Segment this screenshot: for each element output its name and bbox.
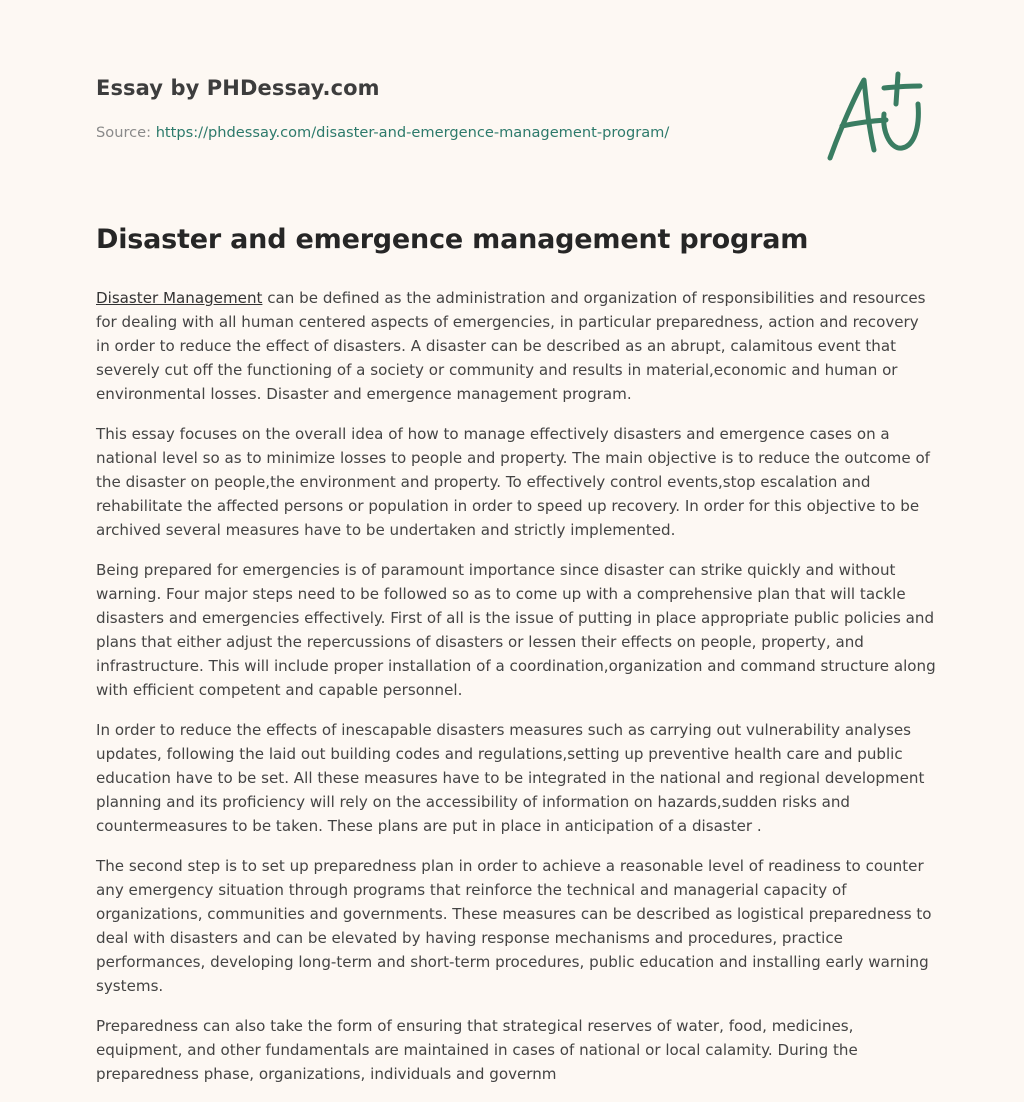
a-plus-logo-icon (822, 68, 926, 164)
article-body (96, 286, 936, 1102)
paragraph-6: Preparedness can also take the form of ensuring that strategical reserves of water, food, medicines, equipment, and other fundamentals are maintained in cases of national or local calamity. During the preparedness phase, organizations, individuals and governm (96, 1017, 858, 1083)
source-link[interactable]: https://phdessay.com/disaster-and-emergence-management-program/ (155, 124, 670, 141)
source-line (96, 124, 669, 141)
article-title: Disaster and emergence management program (96, 224, 809, 255)
site-brand: Essay by PHDessay.com (96, 76, 380, 100)
paragraph-2: This essay focuses on the overall idea of how to manage effectively disasters and emergence cases on a national level so as to minimize losses to people and property. The main objective is to reduce the outcome of the disaster on people,the environment and property. To effectively control events,stop escalation and rehabilitate the affected persons or population in order to speed up recovery. In order for this objective to be archived several measures have to be undertaken and strictly implemented. (96, 425, 930, 539)
paragraph-1-text: can be defined as the administration and organization of responsibilities and resources for dealing with all human centered aspects of emergencies, in particular preparedness, action and recovery in order to reduce the effect of disasters. A disaster can be described as an abrupt, calamitous event that severely cut off the functioning of a society or community and results in material,economic and human or environmental losses. Disaster and emergence management program. (96, 289, 926, 403)
paragraph-5: The second step is to set up preparedness plan in order to achieve a reasonable level of readiness to counter any emergency situation through programs that reinforce the technical and managerial capacity of organizations, communities and governments. These measures can be described as logistical preparedness to deal with disasters and can be elevated by having response mechanisms and procedures, practice performances, developing long-term and short-term procedures, public education and installing early warning systems. (96, 857, 932, 995)
paragraph-1 (96, 286, 936, 406)
paragraph-3: Being prepared for emergencies is of paramount importance since disaster can strike quickly and without warning. Four major steps need to be followed so as to come up with a comprehensive plan that will tackle disasters and emergencies effectively. First of all is the issue of putting in place appropriate public policies and plans that either adjust the repercussions of disasters or lessen their effects on people, property, and infrastructure. This will include proper installation of a coordination,organization and command structure along with efficient competent and capable personnel. (96, 561, 936, 699)
disaster-management-link[interactable]: Disaster Management (96, 289, 263, 307)
paragraph-4: In order to reduce the effects of inescapable disasters measures such as carrying out vulnerability analyses updates, following the laid out building codes and regulations,setting up preventive health care and public education have to be set. All these measures have to be integrated in the national and regional development planning and its proficiency will rely on the accessibility of information on hazards,sudden risks and countermeasures to be taken. These plans are put in place in anticipation of a disaster . (96, 721, 925, 835)
source-label: Source: (96, 124, 156, 141)
